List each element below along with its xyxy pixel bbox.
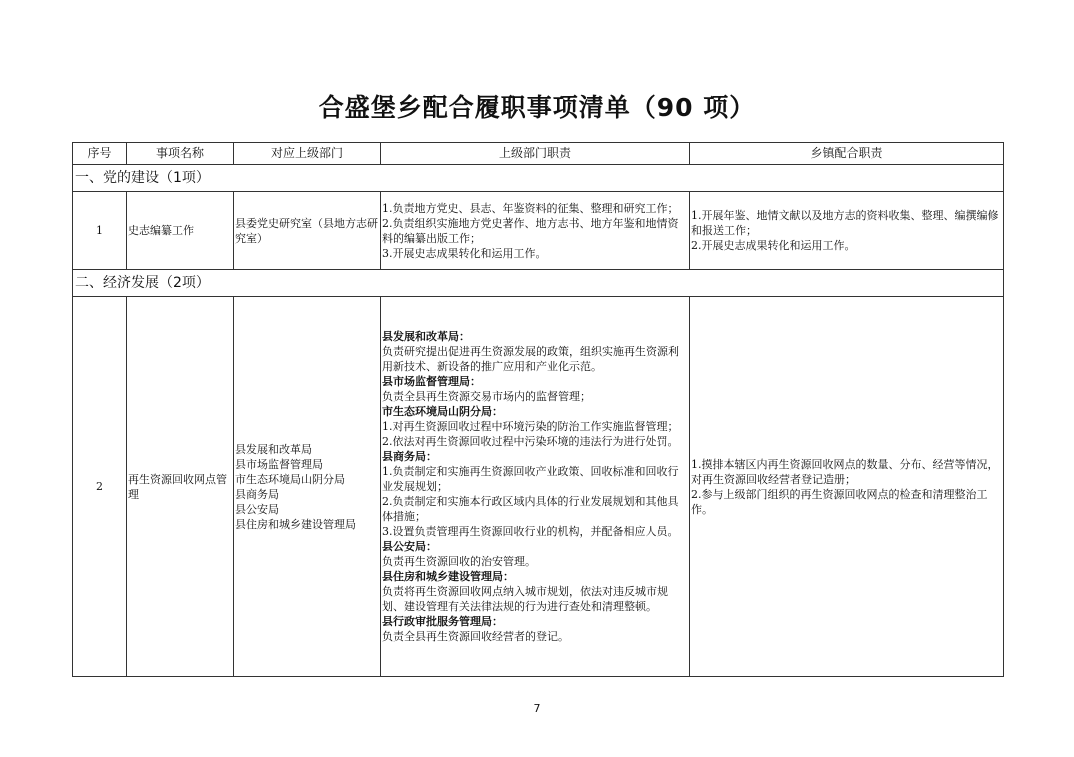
header-dept: 对应上级部门 — [234, 143, 381, 165]
dept-line: 市生态环境局山阴分局 — [235, 472, 345, 486]
dept-line: 县发展和改革局 — [235, 442, 312, 456]
header-duties: 上级部门职责 — [381, 143, 690, 165]
item-name: 史志编纂工作 — [127, 192, 234, 270]
section-label: 一、党的建设（1项） — [73, 165, 1004, 192]
table-header-row — [73, 143, 1004, 165]
coop-line: 1.开展年鉴、地情文献以及地方志的资料收集、整理、编撰编修和报送工作； — [691, 209, 999, 237]
duty-line: 3.设置负责管理再生资源回收行业的机构，并配备相应人员。 — [382, 525, 679, 538]
item-coop — [690, 192, 1004, 270]
item-coop — [690, 297, 1004, 677]
page-number: 7 — [533, 702, 541, 715]
duty-dept-heading: 市生态环境局山阴分局： — [382, 405, 503, 418]
dept-line: 县市场监督管理局 — [235, 457, 323, 471]
duty-dept-heading: 县发展和改革局： — [382, 330, 470, 343]
coop-line: 2.参与上级部门组织的再生资源回收网点的检查和清理整治工作。 — [691, 487, 988, 516]
table-row — [73, 297, 1004, 677]
duties-table — [72, 142, 1004, 677]
header-name: 事项名称 — [127, 143, 234, 165]
header-num: 序号 — [73, 143, 127, 165]
item-number: 1 — [73, 192, 127, 270]
duty-line: 负责研究提出促进再生资源发展的政策，组织实施再生资源利用新技术、新设备的推广应用和产业化示范。 — [382, 345, 679, 373]
section-label: 二、经济发展（2项） — [73, 270, 1004, 297]
dept-line: 县商务局 — [235, 487, 279, 501]
coop-line: 1.摸排本辖区内再生资源回收网点的数量、分布、经营等情况，对再生资源回收经营者登记造册； — [691, 457, 999, 486]
item-duties — [381, 192, 690, 270]
coop-line: 2.开展史志成果转化和运用工作。 — [691, 239, 856, 252]
duty-line: 负责全县再生资源回收经营者的登记。 — [382, 630, 569, 643]
duty-line: 1.负责地方党史、县志、年鉴资料的征集、整理和研究工作； — [382, 201, 679, 215]
item-name: 再生资源回收网点管理 — [127, 297, 234, 677]
item-duties — [381, 297, 690, 677]
section-row — [73, 165, 1004, 192]
dept-line: 县住房和城乡建设管理局 — [235, 517, 356, 531]
duty-line: 2.负责组织实施地方党史著作、地方志书、地方年鉴和地情资料的编纂出版工作； — [382, 216, 679, 245]
duty-dept-heading: 县市场监督管理局： — [382, 375, 481, 388]
header-coop: 乡镇配合职责 — [690, 143, 1004, 165]
duty-dept-heading: 县住房和城乡建设管理局： — [382, 570, 514, 583]
section-row — [73, 270, 1004, 297]
item-dept: 县委党史研究室（县地方志研究室） — [234, 192, 381, 270]
item-dept — [234, 297, 381, 677]
dept-line: 县公安局 — [235, 502, 279, 516]
duty-line: 3.开展史志成果转化和运用工作。 — [382, 246, 547, 260]
duty-line: 负责再生资源回收的治安管理。 — [382, 555, 536, 568]
duty-line: 2.依法对再生资源回收过程中污染环境的违法行为进行处罚。 — [382, 435, 679, 448]
duty-dept-heading: 县商务局： — [382, 450, 437, 463]
table-row — [73, 192, 1004, 270]
duty-dept-heading: 县公安局： — [382, 540, 437, 553]
duty-line: 1.负责制定和实施再生资源回收产业政策、回收标准和回收行业发展规划； — [382, 465, 679, 493]
duty-line: 2.负责制定和实施本行政区域内具体的行业发展规划和其他具体措施； — [382, 495, 679, 523]
page-title: 合盛堡乡配合履职事项清单（90 项） — [318, 93, 756, 122]
duty-line: 负责将再生资源回收网点纳入城市规划，依法对违反城市规划、建设管理有关法律法规的行为进行查处和清理整顿。 — [382, 585, 668, 613]
duty-line: 1.对再生资源回收过程中环境污染的防治工作实施监督管理； — [382, 420, 679, 433]
item-number: 2 — [73, 297, 127, 677]
duty-line: 负责全县再生资源交易市场内的监督管理； — [382, 390, 591, 403]
duty-dept-heading: 县行政审批服务管理局： — [382, 615, 503, 628]
